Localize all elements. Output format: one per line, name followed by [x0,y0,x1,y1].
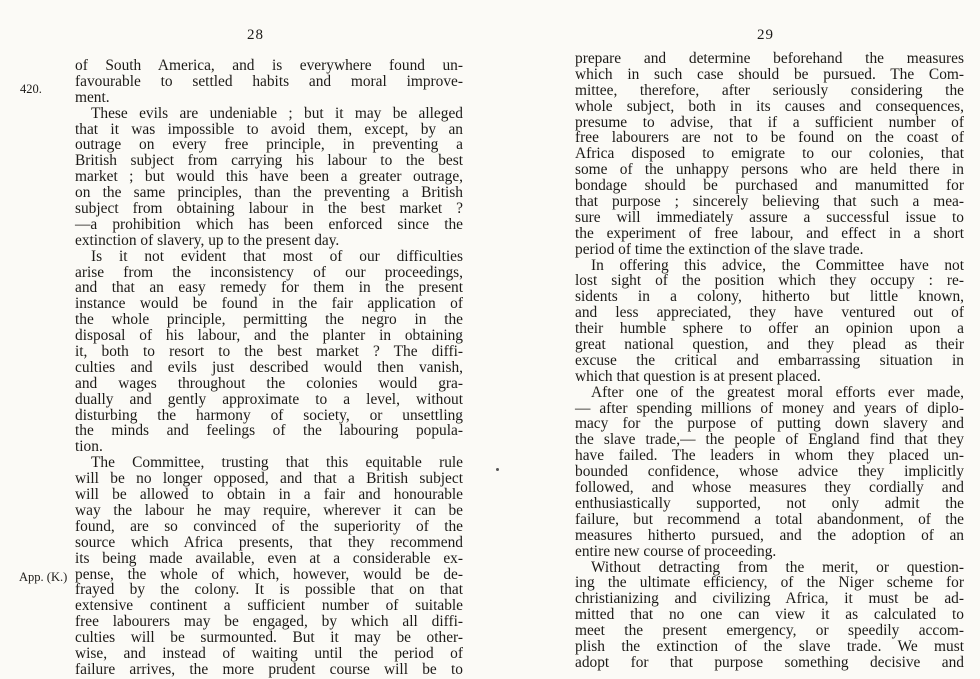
text-line: Africa disposed to emigrate to our colonies, that [575,145,964,163]
text-line: lost sight of the position which they occupy : re- [575,272,964,290]
text-line: plish the extinction of the slave trade. We must [575,637,964,655]
text-line: will be no longer opposed, and that a British subject [75,470,463,488]
text-line: subject from obtaining labour in the best market ? [75,200,463,218]
right-page [490,0,980,679]
text-line: and that an easy remedy for them in the present [75,279,463,297]
text-line: adopt for that purpose something decisive and [575,653,964,671]
text-line: dually and gently approximate to a level, without [75,390,463,408]
text-line: wise, and instead of waiting until the period of [75,644,463,662]
text-line: excuse the critical and embarrassing situation in [575,351,964,369]
text-line: —a prohibition which has been enforced since the [75,215,463,233]
text-line: culties and evils just described would then vanish, [75,358,463,376]
text-line: followed, and whose measures they cordially and [575,479,964,497]
text-line: macy for the purpose of putting down slavery and [575,415,964,433]
text-line: and less appreciated, they have ventured out of [575,304,964,322]
text-line: sidents in a colony, hitherto but little known, [575,288,964,306]
text-line: favourable to settled habits and moral improve- [75,72,463,90]
text-line: source which Africa presents, that they recommend [75,533,463,551]
text-line: frayed by the colony. It is possible that on that [75,581,463,599]
text-line: period of time the extinction of the slave trade. [575,240,864,258]
text-line: its being made available, even at a considerable ex- [75,549,463,567]
text-line: market ; but would this have been a greater outrage, [75,168,463,186]
text-line: christianizing and civilizing Africa, it must be ad- [575,590,964,608]
text-line: which in such case should be pursued. The Com- [575,65,964,83]
page-number: 29 [757,27,774,43]
text-line: their humble sphere to offer an opinion upon a [575,320,964,338]
text-line: bondage should be purchased and manumitted for [575,177,964,195]
text-line: bounded confidence, whose advice they implicitly [575,463,964,481]
text-line: which that question is at present placed. [575,367,821,385]
text-line: failure, but recommend a total abandonment, of the [575,510,964,528]
text-line: measures hitherto pursued, and the adoption of an [575,526,964,544]
text-line: of South America, and is everywhere found un- [75,57,463,74]
text-line: will be allowed to obtain in a fair and honourable [75,486,463,504]
text-line: way the labour he may require, wherever it can be [75,501,463,519]
text-line: tion. [75,438,103,456]
text-line: ment. [75,88,110,106]
text-line: found, are so convinced of the superiority of the [75,517,463,535]
text-line: it, both to resort to the best market ? The diffi- [75,343,463,361]
text-line: ing the ultimate efficiency, of the Niger scheme for [575,574,964,592]
text-line: culties will be surmounted. But it may be other- [75,629,463,647]
text-line: have failed. The leaders in whom they placed un- [575,447,964,465]
text-line: prepare and determine beforehand the measures [575,50,964,67]
text-line: free labourers may be engaged, by which all diffi- [75,613,463,631]
text-line: After one of the greatest moral efforts ever made, [591,383,964,401]
text-line: mitted that no one can view it as calculated to [575,606,964,624]
text-line: whole subject, both in its causes and consequences, [575,97,964,115]
text-line: great national question, and they plead as their [575,336,964,354]
text-line: disturbing the harmony of society, or unsettling [75,406,463,424]
text-line: the slave trade,— the people of England find that they [575,431,964,449]
text-line: some of the unhappy persons who are held there in [575,161,964,179]
text-line: In offering this advice, the Committee have not [591,256,964,274]
text-line: These evils are undeniable ; but it may be alleged [91,104,463,122]
text-line: that it was impossible to avoid them, except, by an [75,120,463,138]
text-line: Without detracting from the merit, or question- [591,558,964,576]
text-line: entire new course of proceeding. [575,542,777,560]
text-line: enthusiastically supported, not only admit the [575,494,964,512]
text-line: failure arrives, the more prudent course will be to [75,660,463,678]
text-line: arise from the inconsistency of our proceedings, [75,263,463,281]
text-line: Is it not evident that most of our difficulties [91,247,463,265]
margin-note-appendix-k: App. (K.) [19,570,68,584]
text-line: The Committee, trusting that this equitable rule [91,454,463,472]
text-line: — after spending millions of money and years of diplo- [575,399,964,417]
text-line: and wages throughout the colonies would gra- [75,374,463,392]
text-line: extinction of slavery, up to the present day. [75,231,340,249]
margin-note-420: 420. [20,82,42,96]
body-text [75,58,463,678]
text-line: outrage on every free principle, in preventing a [75,136,463,154]
text-line: on the same principles, than the preventing a British [75,184,463,202]
text-line: presume to advise, that if a sufficient number of [575,113,964,131]
text-line: mittee, therefore, after seriously considering the [575,81,964,99]
text-line: British subject from carrying his labour to the best [75,152,463,170]
text-line: sure will immediately assure a successful issue to [575,208,964,226]
page-number: 28 [247,27,264,43]
text-line: extensive continent a sufficient number of suitable [75,597,463,615]
text-line: free labourers are not to be found on the coast of [575,129,964,147]
text-line: the experiment of free labour, and effect in a short [575,224,964,242]
text-line: instance would be found in the fair application of [75,295,463,313]
text-line: meet the present emergency, or speedily accom- [575,622,964,640]
text-line: the minds and feelings of the labouring popula- [75,422,463,440]
text-line: pense, the whole of which, however, would be de- [75,565,463,583]
text-line: that purpose ; sincerely believing that such a mea- [575,193,964,211]
text-line: the whole principle, permitting the negro in the [75,311,463,329]
body-text [575,51,964,671]
text-line: disposal of his labour, and the planter in obtaining [75,327,463,345]
